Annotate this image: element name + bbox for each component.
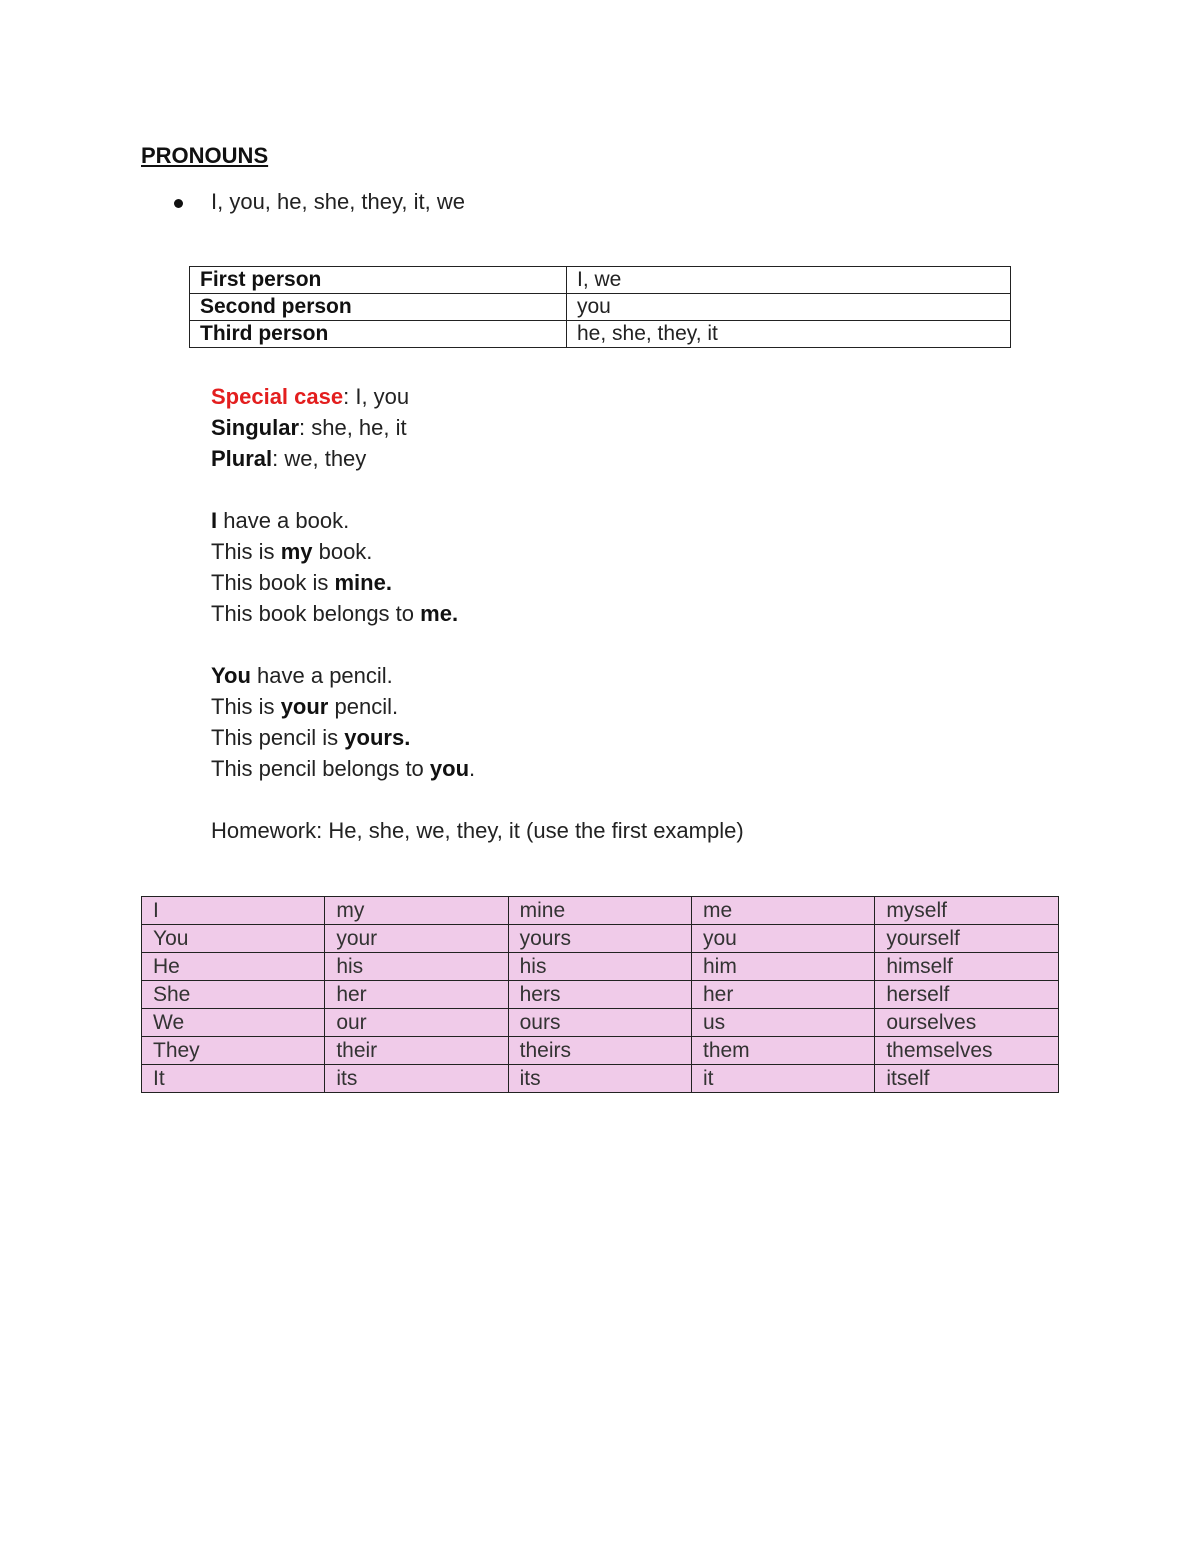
emphasis: yours. bbox=[344, 725, 411, 750]
example2-line3 bbox=[211, 722, 744, 753]
table-cell: me bbox=[691, 897, 874, 925]
bullet-dot-icon bbox=[174, 199, 183, 208]
sentence-text: have a pencil. bbox=[250, 663, 393, 688]
table-row bbox=[142, 1037, 1059, 1065]
table-cell: him bbox=[691, 953, 874, 981]
person-label: First person bbox=[190, 267, 567, 294]
page-title: PRONOUNS bbox=[141, 143, 269, 168]
person-value: he, she, they, it bbox=[567, 321, 1011, 348]
sentence-text: This book belongs to bbox=[211, 601, 421, 626]
plural-label: Plural bbox=[211, 446, 273, 471]
table-cell: They bbox=[142, 1037, 325, 1065]
table-cell: I bbox=[142, 897, 325, 925]
sentence-text: book. bbox=[312, 539, 373, 564]
table-cell: yourself bbox=[875, 925, 1059, 953]
table-cell: herself bbox=[875, 981, 1059, 1009]
table-cell: our bbox=[325, 1009, 508, 1037]
person-table bbox=[189, 266, 1011, 348]
table-row bbox=[142, 897, 1059, 925]
table-cell: her bbox=[325, 981, 508, 1009]
emphasis: you bbox=[429, 756, 470, 781]
plural-value: : we, they bbox=[272, 446, 367, 471]
table-cell: itself bbox=[875, 1065, 1059, 1093]
table-cell: himself bbox=[875, 953, 1059, 981]
example1-line4 bbox=[211, 598, 744, 629]
table-cell: us bbox=[691, 1009, 874, 1037]
table-cell: it bbox=[691, 1065, 874, 1093]
table-cell: my bbox=[325, 897, 508, 925]
example2-line4 bbox=[211, 753, 744, 784]
pronoun-bullet bbox=[174, 189, 465, 215]
plural-line bbox=[211, 443, 744, 474]
table-cell: its bbox=[325, 1065, 508, 1093]
table-cell: your bbox=[325, 925, 508, 953]
table-row bbox=[190, 294, 1011, 321]
table-cell: her bbox=[691, 981, 874, 1009]
sentence-text: This pencil is bbox=[211, 725, 345, 750]
table-cell: ours bbox=[508, 1009, 691, 1037]
table-row bbox=[190, 267, 1011, 294]
table-cell: hers bbox=[508, 981, 691, 1009]
table-cell: mine bbox=[508, 897, 691, 925]
person-label: Second person bbox=[190, 294, 567, 321]
special-case-line bbox=[211, 381, 744, 412]
singular-value: : she, he, it bbox=[299, 415, 407, 440]
emphasis: your bbox=[280, 694, 329, 719]
sentence-text: . bbox=[469, 756, 476, 781]
table-cell: You bbox=[142, 925, 325, 953]
pronoun-forms-table bbox=[141, 896, 1059, 1093]
sentence-text: have a book. bbox=[217, 508, 350, 533]
notes-block bbox=[211, 381, 744, 846]
singular-label: Singular bbox=[211, 415, 300, 440]
table-cell: ourselves bbox=[875, 1009, 1059, 1037]
table-cell: She bbox=[142, 981, 325, 1009]
person-value: I, we bbox=[567, 267, 1011, 294]
emphasis: me. bbox=[420, 601, 459, 626]
table-cell: We bbox=[142, 1009, 325, 1037]
table-cell: them bbox=[691, 1037, 874, 1065]
table-cell: his bbox=[325, 953, 508, 981]
example2-line1 bbox=[211, 660, 744, 691]
table-cell: his bbox=[508, 953, 691, 981]
table-cell: you bbox=[691, 925, 874, 953]
example1-line2 bbox=[211, 536, 744, 567]
example1-line3 bbox=[211, 567, 744, 598]
emphasis: my bbox=[280, 539, 313, 564]
table-row bbox=[142, 925, 1059, 953]
person-label: Third person bbox=[190, 321, 567, 348]
table-cell: myself bbox=[875, 897, 1059, 925]
singular-line bbox=[211, 412, 744, 443]
table-row bbox=[142, 1009, 1059, 1037]
emphasis: mine. bbox=[334, 570, 392, 595]
example2-line2 bbox=[211, 691, 744, 722]
table-row bbox=[142, 1065, 1059, 1093]
table-row bbox=[142, 953, 1059, 981]
sentence-text: This is bbox=[211, 539, 281, 564]
special-case-value: : I, you bbox=[343, 384, 410, 409]
example1-line1 bbox=[211, 505, 744, 536]
person-value: you bbox=[567, 294, 1011, 321]
emphasis: You bbox=[211, 663, 251, 688]
homework-line: Homework: He, she, we, they, it (use the first example) bbox=[211, 818, 744, 843]
table-cell: He bbox=[142, 953, 325, 981]
emphasis: I bbox=[211, 508, 218, 533]
table-cell: its bbox=[508, 1065, 691, 1093]
table-cell: their bbox=[325, 1037, 508, 1065]
bullet-text: I, you, he, she, they, it, we bbox=[211, 189, 465, 214]
special-case-label: Special case bbox=[211, 384, 344, 409]
sentence-text: pencil. bbox=[328, 694, 399, 719]
table-row bbox=[142, 981, 1059, 1009]
sentence-text: This book is bbox=[211, 570, 335, 595]
table-row bbox=[190, 321, 1011, 348]
table-cell: It bbox=[142, 1065, 325, 1093]
sentence-text: This pencil belongs to bbox=[211, 756, 430, 781]
sentence-text: This is bbox=[211, 694, 281, 719]
table-cell: theirs bbox=[508, 1037, 691, 1065]
table-cell: yours bbox=[508, 925, 691, 953]
table-cell: themselves bbox=[875, 1037, 1059, 1065]
